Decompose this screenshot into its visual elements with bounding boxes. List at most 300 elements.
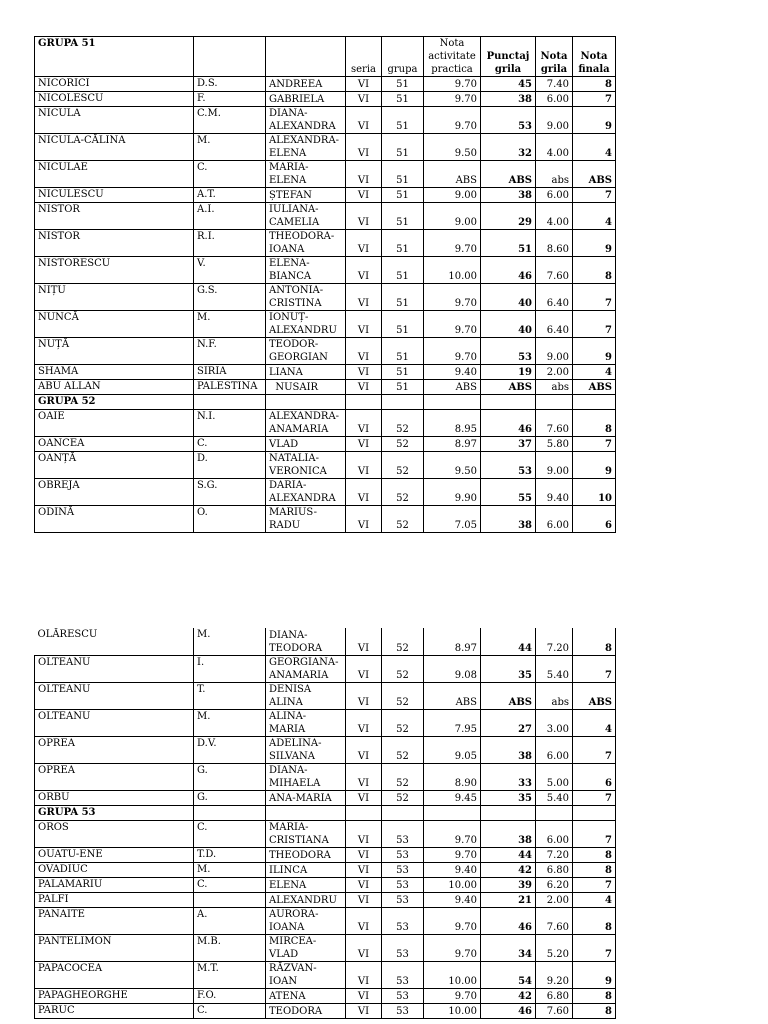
seria-cell: VI (346, 188, 382, 203)
first-name-cell (266, 410, 346, 437)
last-name-cell: OPREA (35, 736, 194, 763)
punctaj-cell: 42 (481, 862, 536, 877)
grades-table-1 (34, 36, 616, 533)
nota-finala-cell: 7 (573, 790, 616, 805)
last-name-cell: OUATU-ENE (35, 847, 194, 862)
group-label: GRUPA 53 (35, 805, 194, 820)
nota-finala-cell: 9 (573, 338, 616, 365)
table-row (35, 790, 616, 805)
first-name-line: MARIUS- (269, 507, 317, 518)
nota-grila-cell: 3.00 (536, 709, 573, 736)
nota-activitate-cell: 10.00 (424, 1003, 481, 1018)
seria-cell: VI (346, 230, 382, 257)
nota-activitate-cell: ABS (424, 161, 481, 188)
table-row (35, 365, 616, 380)
first-name-cell (266, 892, 346, 907)
punctaj-cell: 46 (481, 907, 536, 934)
grupa-cell: 51 (382, 365, 424, 380)
initials-cell: M. (194, 311, 266, 338)
grupa-cell: 52 (382, 452, 424, 479)
grupa-cell: 51 (382, 284, 424, 311)
nota-activitate-cell: 10.00 (424, 877, 481, 892)
seria-cell: VI (346, 862, 382, 877)
last-name-cell: NISTOR (35, 203, 194, 230)
nota-finala-cell: 4 (573, 203, 616, 230)
first-name-line: ELENA (269, 879, 307, 891)
nota-grila-cell: 6.00 (536, 92, 573, 107)
empty-cell (424, 805, 481, 820)
first-name-line: MARIA- (269, 162, 309, 173)
first-name-line: ANAMARIA (269, 424, 329, 435)
first-name-cell (266, 257, 346, 284)
nota-activitate-cell: 10.00 (424, 961, 481, 988)
nota-finala-cell: 7 (573, 311, 616, 338)
nota-grila-cell: 9.00 (536, 452, 573, 479)
table-row (35, 284, 616, 311)
punctaj-cell: 45 (481, 77, 536, 92)
first-name-cell (266, 877, 346, 892)
first-name-cell (266, 365, 346, 380)
nota-grila-cell: 8.60 (536, 230, 573, 257)
table-row (35, 380, 616, 395)
first-name-line: IULIANA- (269, 204, 319, 215)
punctaj-cell: 19 (481, 365, 536, 380)
nota-grila-cell: 6.00 (536, 506, 573, 533)
first-name-cell (266, 961, 346, 988)
initials-cell: SIRIA (194, 365, 266, 380)
initials-cell: D.V. (194, 736, 266, 763)
nota-activitate-cell: 8.95 (424, 410, 481, 437)
initials-cell: C.M. (194, 107, 266, 134)
punctaj-cell: ABS (481, 682, 536, 709)
punctaj-cell: 44 (481, 628, 536, 655)
nota-finala-cell: ABS (573, 380, 616, 395)
initials-cell: C. (194, 820, 266, 847)
nota-grila-cell: 6.40 (536, 284, 573, 311)
header-seria: seria (346, 37, 382, 77)
nota-grila-cell: 7.60 (536, 907, 573, 934)
nota-grila-cell: abs (536, 682, 573, 709)
nota-finala-cell: 8 (573, 77, 616, 92)
nota-finala-cell: ABS (573, 682, 616, 709)
last-name-cell: PAPACOCEA (35, 961, 194, 988)
first-name-line: ELENA (269, 175, 307, 186)
nota-activitate-cell: 8.97 (424, 628, 481, 655)
punctaj-cell: 38 (481, 188, 536, 203)
first-name-line: ALINA (269, 696, 303, 708)
punctaj-cell: 27 (481, 709, 536, 736)
nota-grila-cell: 6.80 (536, 988, 573, 1003)
nota-activitate-cell: 9.70 (424, 92, 481, 107)
empty-cell (266, 805, 346, 820)
table-row (35, 479, 616, 506)
grupa-cell: 53 (382, 820, 424, 847)
nota-grila-cell: 4.00 (536, 134, 573, 161)
initials-cell: G. (194, 763, 266, 790)
group-label: GRUPA 52 (35, 395, 194, 410)
nota-activitate-cell: ABS (424, 682, 481, 709)
seria-cell: VI (346, 107, 382, 134)
seria-cell: VI (346, 628, 382, 655)
nota-grila-cell: 9.20 (536, 961, 573, 988)
first-name-line: CRISTINA (269, 298, 322, 309)
empty-cell (194, 395, 266, 410)
initials-cell: F.O. (194, 988, 266, 1003)
grupa-cell: 51 (382, 257, 424, 284)
punctaj-cell: 46 (481, 1003, 536, 1018)
header-row (35, 37, 616, 77)
last-name-cell: NISTORESCU (35, 257, 194, 284)
table-row (35, 257, 616, 284)
table-row (35, 862, 616, 877)
last-name-cell: ODINĂ (35, 506, 194, 533)
nota-grila-cell: 5.20 (536, 934, 573, 961)
grupa-cell: 52 (382, 410, 424, 437)
initials-cell: T. (194, 682, 266, 709)
empty-cell (481, 395, 536, 410)
nota-finala-cell: 4 (573, 892, 616, 907)
last-name-cell: NICULA (35, 107, 194, 134)
group-row (35, 805, 616, 820)
last-name-cell: NICULESCU (35, 188, 194, 203)
first-name-line: DIANA- (269, 764, 308, 776)
nota-activitate-cell: 7.95 (424, 709, 481, 736)
seria-cell: VI (346, 284, 382, 311)
nota-finala-cell: 7 (573, 92, 616, 107)
punctaj-cell: 40 (481, 284, 536, 311)
first-name-line: DARIA- (269, 480, 307, 491)
table-row (35, 134, 616, 161)
table-row (35, 763, 616, 790)
nota-finala-cell: 6 (573, 506, 616, 533)
grupa-cell: 52 (382, 437, 424, 452)
header-grupa: grupa (382, 37, 424, 77)
nota-activitate-cell: 9.50 (424, 134, 481, 161)
empty-cell (346, 395, 382, 410)
initials-cell: N.F. (194, 338, 266, 365)
empty-cell (194, 805, 266, 820)
table-row (35, 410, 616, 437)
seria-cell: VI (346, 709, 382, 736)
nota-activitate-cell: 9.40 (424, 365, 481, 380)
first-name-line: GEORGIAN (269, 352, 328, 363)
last-name-cell: NICULAE (35, 161, 194, 188)
first-name-cell (266, 790, 346, 805)
first-name-line: ELENA- (269, 258, 310, 269)
nota-activitate-cell: 9.45 (424, 790, 481, 805)
grupa-cell: 52 (382, 709, 424, 736)
first-name-cell (266, 188, 346, 203)
nota-grila-cell: abs (536, 161, 573, 188)
punctaj-cell: 39 (481, 877, 536, 892)
grupa-cell: 53 (382, 847, 424, 862)
initials-cell: A.I. (194, 203, 266, 230)
nota-activitate-cell: 9.90 (424, 479, 481, 506)
first-name-line: VERONICA (269, 466, 327, 477)
first-name-cell (266, 107, 346, 134)
first-name-line: ILINCA (269, 864, 308, 876)
nota-finala-cell: 8 (573, 628, 616, 655)
initials-cell: M. (194, 628, 266, 655)
seria-cell: VI (346, 92, 382, 107)
nota-activitate-cell: 9.70 (424, 338, 481, 365)
first-name-line: ALEXANDRA- (269, 411, 340, 422)
punctaj-cell: 38 (481, 506, 536, 533)
group-row (35, 395, 616, 410)
table-row (35, 736, 616, 763)
initials-cell: C. (194, 161, 266, 188)
first-name-line: ALEXANDRA- (269, 135, 340, 146)
seria-cell: VI (346, 311, 382, 338)
initials-cell (194, 892, 266, 907)
first-name-line: ALEXANDRA (269, 121, 336, 132)
grupa-cell: 51 (382, 92, 424, 107)
first-name-line: AURORA- (269, 908, 319, 920)
last-name-cell: NICOLESCU (35, 92, 194, 107)
grupa-cell: 52 (382, 682, 424, 709)
first-name-cell (266, 284, 346, 311)
first-name-line: ALEXANDRU (269, 894, 337, 906)
first-name-line: TEODOR- (269, 339, 319, 350)
last-name-cell: OLTEANU (35, 709, 194, 736)
seria-cell: VI (346, 506, 382, 533)
nota-grila-cell: 7.20 (536, 628, 573, 655)
nota-activitate-cell: 9.40 (424, 892, 481, 907)
last-name-cell: PAPAGHEORGHE (35, 988, 194, 1003)
nota-finala-cell: 4 (573, 134, 616, 161)
seria-cell: VI (346, 203, 382, 230)
nota-activitate-cell: 9.05 (424, 736, 481, 763)
first-name-cell (266, 847, 346, 862)
first-name-line: ADELINA- (269, 737, 322, 749)
initials-cell: M. (194, 134, 266, 161)
first-name-cell (266, 934, 346, 961)
seria-cell: VI (346, 338, 382, 365)
nota-grila-cell: 6.80 (536, 862, 573, 877)
first-name-line: THEODORA- (269, 231, 335, 242)
punctaj-cell: 35 (481, 655, 536, 682)
first-name-line: ANA-MARIA (269, 792, 332, 804)
nota-finala-cell: 8 (573, 410, 616, 437)
table-row (35, 847, 616, 862)
table-row (35, 892, 616, 907)
first-name-cell (266, 820, 346, 847)
table-row (35, 820, 616, 847)
first-name-cell (266, 134, 346, 161)
initials-cell: A.T. (194, 188, 266, 203)
grupa-cell: 52 (382, 506, 424, 533)
first-name-line: MARIA- (269, 821, 309, 833)
punctaj-cell: 55 (481, 479, 536, 506)
first-name-cell (266, 161, 346, 188)
nota-grila-cell: 7.40 (536, 77, 573, 92)
nota-grila-cell: 7.60 (536, 1003, 573, 1018)
grupa-cell: 51 (382, 380, 424, 395)
first-name-line: GABRIELA (269, 94, 325, 105)
seria-cell: VI (346, 892, 382, 907)
table-row (35, 709, 616, 736)
header-nota-finala: Nota finala (573, 37, 616, 77)
table-row (35, 311, 616, 338)
nota-activitate-cell: 9.50 (424, 452, 481, 479)
first-name-line: DIANA- (269, 629, 308, 641)
first-name-cell (266, 437, 346, 452)
grupa-cell: 52 (382, 736, 424, 763)
punctaj-cell: 21 (481, 892, 536, 907)
nota-activitate-cell: 9.40 (424, 862, 481, 877)
initials-cell: M. (194, 709, 266, 736)
table-row (35, 934, 616, 961)
table-row (35, 682, 616, 709)
last-name-cell: OLTEANU (35, 682, 194, 709)
nota-finala-cell: 7 (573, 655, 616, 682)
last-name-cell: PALFI (35, 892, 194, 907)
first-name-line: ALEXANDRU (269, 325, 337, 336)
table-row (35, 1003, 616, 1018)
first-name-line: ATENA (269, 990, 306, 1002)
nota-finala-cell: 8 (573, 847, 616, 862)
punctaj-cell: 46 (481, 257, 536, 284)
first-name-line: ANTONIA- (269, 285, 324, 296)
punctaj-cell: 53 (481, 107, 536, 134)
empty-cell (573, 805, 616, 820)
table-row (35, 988, 616, 1003)
seria-cell: VI (346, 161, 382, 188)
nota-finala-cell: 9 (573, 230, 616, 257)
nota-activitate-cell: 9.00 (424, 203, 481, 230)
seria-cell: VI (346, 736, 382, 763)
nota-activitate-cell: 9.00 (424, 188, 481, 203)
initials-cell: M.T. (194, 961, 266, 988)
first-name-line: ȘTEFAN (269, 190, 312, 201)
first-name-line: DIANA- (269, 108, 308, 119)
table-row (35, 628, 616, 655)
first-name-line: VLAD (269, 439, 299, 450)
header-blank (266, 37, 346, 77)
nota-grila-cell: 6.00 (536, 188, 573, 203)
nota-grila-cell: 2.00 (536, 365, 573, 380)
seria-cell: VI (346, 790, 382, 805)
last-name-cell: NIȚU (35, 284, 194, 311)
last-name-cell: NUȚĂ (35, 338, 194, 365)
nota-grila-cell: abs (536, 380, 573, 395)
first-name-cell (266, 230, 346, 257)
first-name-line: RADU (269, 520, 301, 531)
table-row (35, 655, 616, 682)
seria-cell: VI (346, 820, 382, 847)
first-name-cell (266, 628, 346, 655)
grupa-cell: 53 (382, 877, 424, 892)
seria-cell: VI (346, 77, 382, 92)
first-name-line: IOANA (269, 244, 305, 255)
nota-finala-cell: 8 (573, 862, 616, 877)
first-name-line: SILVANA (269, 750, 315, 762)
nota-finala-cell: 7 (573, 284, 616, 311)
initials-cell: N.I. (194, 410, 266, 437)
first-name-line: ANAMARIA (269, 669, 329, 681)
last-name-cell: PALAMARIU (35, 877, 194, 892)
first-name-line: BIANCA (269, 271, 312, 282)
last-name-cell: PANAITE (35, 907, 194, 934)
last-name-cell: NICULA-CĂLINA (35, 134, 194, 161)
initials-cell: I. (194, 655, 266, 682)
punctaj-cell: 46 (481, 410, 536, 437)
first-name-cell (266, 736, 346, 763)
nota-finala-cell: 6 (573, 763, 616, 790)
initials-cell: PALESTINA (194, 380, 266, 395)
punctaj-cell: 33 (481, 763, 536, 790)
first-name-line: GEORGIANA- (269, 656, 339, 668)
table-row (35, 907, 616, 934)
empty-cell (346, 805, 382, 820)
header-nota-activitate: Nota activitate practica (424, 37, 481, 77)
table-row (35, 188, 616, 203)
empty-cell (536, 395, 573, 410)
punctaj-cell: 38 (481, 92, 536, 107)
nota-grila-cell: 7.20 (536, 847, 573, 862)
nota-activitate-cell: 9.70 (424, 847, 481, 862)
table-row (35, 107, 616, 134)
initials-cell: O. (194, 506, 266, 533)
seria-cell: VI (346, 1003, 382, 1018)
last-name-cell: OAIE (35, 410, 194, 437)
nota-grila-cell: 7.60 (536, 410, 573, 437)
seria-cell: VI (346, 437, 382, 452)
empty-cell (481, 805, 536, 820)
nota-finala-cell: 7 (573, 877, 616, 892)
grupa-cell: 51 (382, 230, 424, 257)
first-name-line: THEODORA (269, 849, 331, 861)
punctaj-cell: 38 (481, 736, 536, 763)
first-name-line: ELENA (269, 148, 307, 159)
initials-cell: D. (194, 452, 266, 479)
last-name-cell: OLĂRESCU (35, 628, 194, 655)
punctaj-cell: 29 (481, 203, 536, 230)
nota-activitate-cell: 9.70 (424, 284, 481, 311)
grupa-cell: 52 (382, 763, 424, 790)
first-name-cell (266, 338, 346, 365)
nota-finala-cell: 8 (573, 907, 616, 934)
last-name-cell: OROS (35, 820, 194, 847)
punctaj-cell: 34 (481, 934, 536, 961)
grupa-cell: 51 (382, 188, 424, 203)
table-row (35, 961, 616, 988)
first-name-line: IOANA (269, 921, 305, 933)
punctaj-cell: ABS (481, 380, 536, 395)
first-name-cell (266, 763, 346, 790)
header-blank (194, 37, 266, 77)
initials-cell: C. (194, 437, 266, 452)
seria-cell: VI (346, 257, 382, 284)
punctaj-cell: 37 (481, 437, 536, 452)
table-row (35, 506, 616, 533)
punctaj-cell: 53 (481, 452, 536, 479)
grupa-cell: 51 (382, 311, 424, 338)
grupa-cell: 53 (382, 961, 424, 988)
first-name-cell (266, 380, 346, 395)
grupa-cell: 52 (382, 790, 424, 805)
seria-cell: VI (346, 410, 382, 437)
first-name-cell (266, 682, 346, 709)
last-name-cell: OPREA (35, 763, 194, 790)
table-row (35, 877, 616, 892)
punctaj-cell: 35 (481, 790, 536, 805)
nota-finala-cell: 4 (573, 365, 616, 380)
nota-activitate-cell: 8.97 (424, 437, 481, 452)
nota-grila-cell: 9.40 (536, 479, 573, 506)
header-nota-grila: Nota grila (536, 37, 573, 77)
nota-activitate-cell: 10.00 (424, 257, 481, 284)
